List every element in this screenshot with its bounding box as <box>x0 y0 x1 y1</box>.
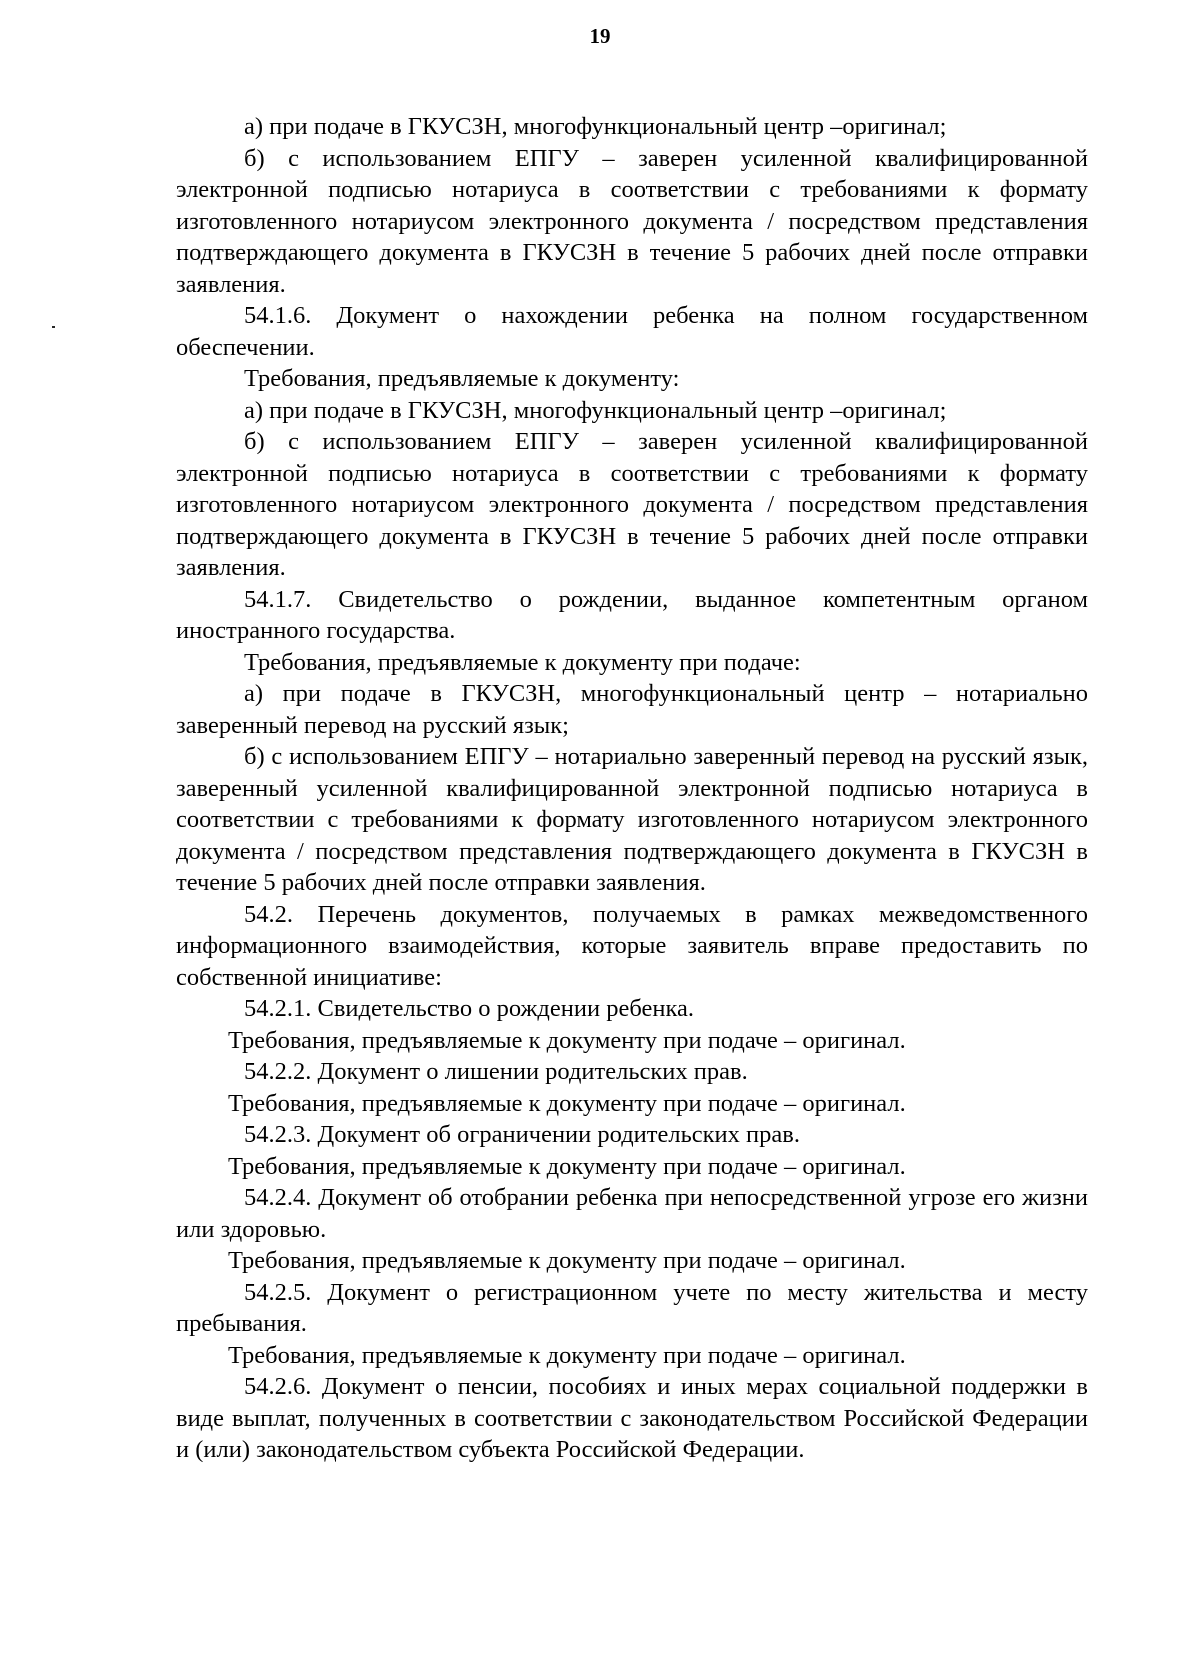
paragraph-11: 54.2. Перечень документов, получаемых в рамках межведомственного информационного взаимодействия, которые заявитель вправе предоставить по собственной инициативе: <box>176 900 1088 991</box>
paragraph-10: б) с использованием ЕПГУ – нотариально заверенный перевод на русский язык, заверенный усиленной квалифицированной электронной подписью нотариуса в соответствии с требованиями к формату изготовленного нотариусом электронного документа / посредством представления подтверждающего документа в ГКУСЗН в течение 5 рабочих дней после отправки заявления. <box>176 743 1088 896</box>
paragraph-20: 54.2.5. Документ о регистрационном учете по месту жительства и месту пребывания. <box>176 1278 1088 1337</box>
paragraph-1: а) при подаче в ГКУСЗН, многофункциональный центр –оригинал; <box>244 113 947 140</box>
paragraph-15: Требования, предъявляемые к документу при подаче – оригинал. <box>228 1089 906 1117</box>
paragraph-9: а) при подаче в ГКУСЗН, многофункциональный центр – нотариально заверенный перевод на русский язык; <box>176 680 1088 739</box>
paragraph-4: Требования, предъявляемые к документу: <box>244 365 680 392</box>
paragraph-16: 54.2.3. Документ об ограничении родительских прав. <box>244 1121 800 1148</box>
paragraph-8: Требования, предъявляемые к документу при подаче: <box>244 648 801 676</box>
paragraph-12: 54.2.1. Свидетельство о рождении ребенка. <box>244 995 694 1022</box>
paragraph-3: 54.1.6. Документ о нахождении ребенка на полном государственном обеспечении. <box>176 302 1088 361</box>
paragraph-19: Требования, предъявляемые к документу при подаче – оригинал. <box>228 1247 906 1274</box>
document-body <box>176 111 1088 1466</box>
paragraph-18: 54.2.4. Документ об отобрании ребенка при непосредственной угрозе его жизни или здоровью. <box>176 1184 1088 1243</box>
paragraph-14: 54.2.2. Документ о лишении родительских прав. <box>244 1058 748 1085</box>
paragraph-22: 54.2.6. Документ о пенсии, пособиях и иных мерах социальной поддержки в виде выплат, полученных в соответствии с законодательством Российской Федерации и (или) законодательством субъекта Российской Федерации. <box>176 1373 1088 1463</box>
paragraph-13: Требования, предъявляемые к документу при подаче – оригинал. <box>228 1026 906 1054</box>
paragraph-21: Требования, предъявляемые к документу при подаче – оригинал. <box>228 1341 906 1369</box>
paragraph-2: б) с использованием ЕПГУ – заверен усиленной квалифицированной электронной подписью нотариуса в соответствии с требованиями к формату изготовленного нотариусом электронного документа / посредством представления подтверждающего документа в ГКУСЗН в течение 5 рабочих дней после отправки заявления. <box>176 144 1088 298</box>
paragraph-6: б) с использованием ЕПГУ – заверен усиленной квалифицированной электронной подписью нотариуса в соответствии с требованиями к формату изготовленного нотариусом электронного документа / посредством представления подтверждающего документа в ГКУСЗН в течение 5 рабочих дней после отправки заявления. <box>176 428 1088 581</box>
page-number: 19 <box>589 24 611 48</box>
scan-speck <box>52 326 55 328</box>
paragraph-5: а) при подаче в ГКУСЗН, многофункциональный центр –оригинал; <box>244 396 947 424</box>
paragraph-17: Требования, предъявляемые к документу при подаче – оригинал. <box>228 1152 906 1180</box>
paragraph-7: 54.1.7. Свидетельство о рождении, выданное компетентным органом иностранного государства. <box>176 585 1088 644</box>
